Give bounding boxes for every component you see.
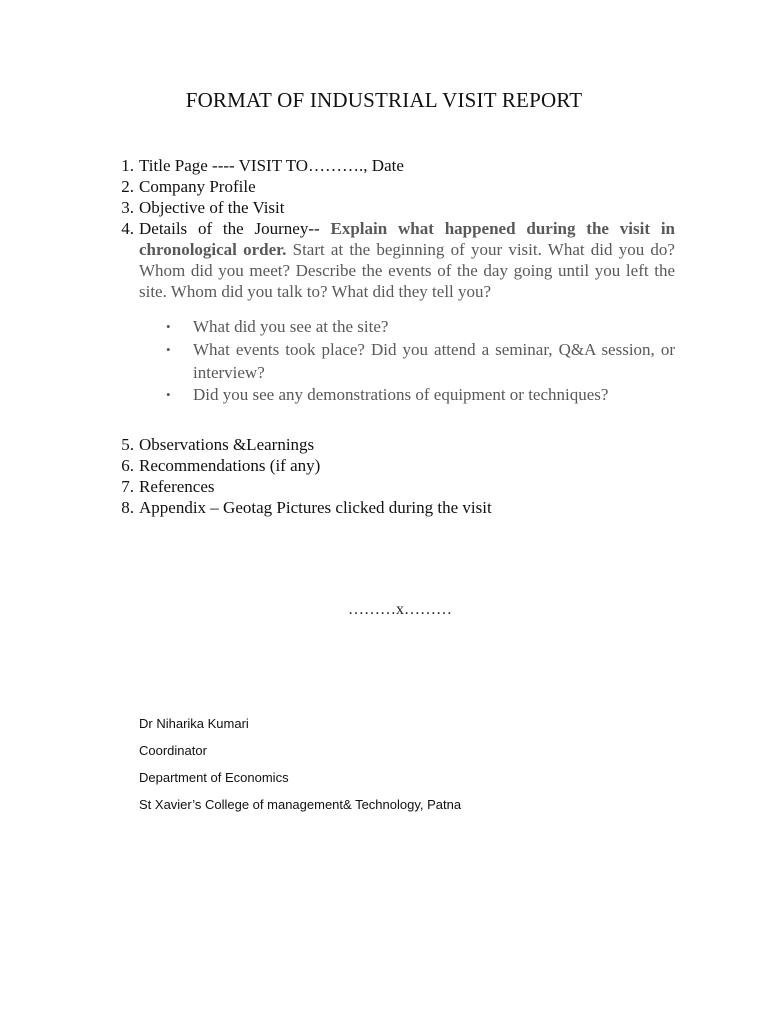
page-title: FORMAT OF INDUSTRIAL VISIT REPORT [185, 88, 583, 112]
list-number: 1. [121, 156, 134, 175]
journey-description: Start at the beginning of your visit. What did you do? Whom did you meet? Describe the events of the day going until you left the site. Whom did you talk to? What did they tell you? [139, 240, 675, 301]
bullet-icon: • [166, 319, 171, 334]
list-number: 7. [121, 477, 134, 496]
journey-label: Details of the Journey-- [139, 219, 331, 238]
list-number: 5. [121, 435, 134, 454]
bullet-icon: • [166, 387, 171, 402]
list-item-label: Appendix – Geotag Pictures clicked during the visit [139, 498, 492, 517]
signatory-institution: St Xavier’s College of management& Technology, Patna [139, 797, 462, 812]
list-item-label: Title Page ---- VISIT TO………., Date [139, 156, 404, 175]
signatory-role: Coordinator [139, 743, 207, 758]
list-item-label: Observations &Learnings [139, 435, 315, 454]
list-number: 3. [121, 198, 134, 217]
bullet-text: What did you see at the site? [193, 317, 389, 336]
list-number: 2. [121, 177, 134, 196]
bullet-text: What events took place? Did you attend a seminar, Q&A session, or interview? [193, 340, 675, 382]
journey-emphasis: Explain what happened during the visit in chronological order. [139, 219, 675, 259]
signatory-name: Dr Niharika Kumari [139, 716, 249, 731]
list-item-label: Objective of the Visit [139, 198, 285, 217]
list-item-label: Recommendations (if any) [139, 456, 321, 475]
section-separator: ………x……… [348, 601, 452, 618]
bullet-icon: • [166, 342, 171, 357]
list-number: 6. [121, 456, 134, 475]
list-item-label: Company Profile [139, 177, 256, 196]
signatory-department: Department of Economics [139, 770, 289, 785]
list-item-label: References [139, 477, 215, 496]
list-number: 8. [121, 498, 134, 517]
bullet-text: Did you see any demonstrations of equipment or techniques? [193, 385, 609, 404]
journey-paragraph [139, 218, 675, 302]
list-number: 4. [121, 219, 134, 238]
